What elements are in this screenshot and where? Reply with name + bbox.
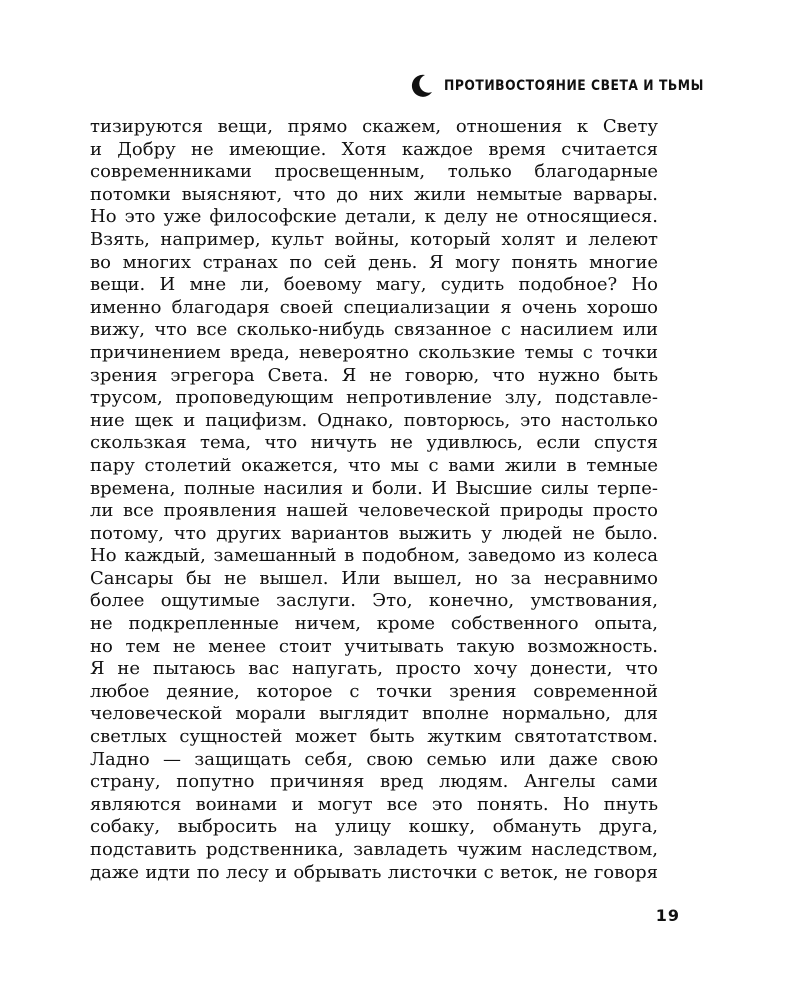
- text-line: ние щек и пацифизм. Однако, повторюсь, это настолько: [90, 409, 658, 431]
- text-line: являются воинами и могут все это понять. Но пнуть: [90, 793, 658, 815]
- text-line: причинением вреда, невероятно скользкие темы с точки: [90, 341, 658, 363]
- text-line: времена, полные насилия и боли. И Высшие силы терпе-: [90, 477, 658, 499]
- text-line: собаку, выбросить на улицу кошку, обмануть друга,: [90, 816, 658, 838]
- text-line: страну, попутно причиняя вред людям. Ангелы сами: [90, 771, 658, 793]
- running-header: [408, 72, 739, 100]
- text-line: не подкрепленные ничем, кроме собственного опыта,: [90, 613, 658, 635]
- text-line: Ладно — защищать себя, свою семью или даже свою: [90, 748, 658, 770]
- text-line: пару столетий окажется, что мы с вами жили в темные: [90, 454, 658, 476]
- text-line: Но это уже философские детали, к делу не относящиеся.: [90, 206, 658, 228]
- text-line: подставить родственника, завладеть чужим наследством,: [90, 839, 658, 860]
- text-line: потомки выясняют, что до них жили немытые варвары.: [90, 183, 658, 205]
- text-line: именно благодаря своей специализации я очень хорошо: [90, 296, 658, 318]
- text-line: скользкая тема, что ничуть не удивлюсь, если спустя: [90, 432, 658, 454]
- text-line: потому, что других вариантов выжить у людей не было.: [90, 522, 658, 544]
- text-line: современниками просвещенным, только благодарные: [90, 161, 658, 183]
- text-line: светлых сущностей может быть жутким святотатством.: [90, 726, 658, 748]
- text-line: трусом, проповедующим непротивление злу, подставле-: [90, 387, 658, 409]
- text-line: любое деяние, которое с точки зрения современной: [90, 680, 658, 702]
- text-line: более ощутимые заслуги. Это, конечно, умствования,: [90, 590, 658, 612]
- text-line: Сансары бы не вышел. Или вышел, но за несравнимо: [90, 567, 658, 589]
- text-line: человеческой морали выглядит вполне нормально, для: [90, 703, 658, 725]
- body-text: [90, 116, 658, 884]
- text-line: но тем не менее стоит учитывать такую возможность.: [90, 635, 658, 657]
- running-header-title: ПРОТИВОСТОЯНИЕ СВЕТА И ТЬМЫ: [444, 78, 704, 94]
- text-line: Но каждый, замешанный в подобном, заведомо из колеса: [90, 545, 658, 567]
- crescent-moon-icon: [408, 73, 434, 99]
- text-line: во многих странах по сей день. Я могу понять многие: [90, 251, 658, 273]
- text-line: даже идти по лесу и обрывать листочки с веток, не говоря: [90, 861, 658, 883]
- text-line: тизируются вещи, прямо скажем, отношения к Свету: [90, 116, 658, 137]
- text-line: Я не пытаюсь вас напугать, просто хочу донести, что: [90, 658, 658, 680]
- text-line: вижу, что все сколько-нибудь связанное с насилием или: [90, 319, 658, 341]
- text-line: и Добру не имеющие. Хотя каждое время считается: [90, 138, 658, 160]
- text-line: Взять, например, культ войны, который холят и лелеют: [90, 228, 658, 250]
- page-number: 19: [655, 906, 680, 925]
- text-line: ли все проявления нашей человеческой природы просто: [90, 500, 658, 522]
- text-line: вещи. И мне ли, боевому магу, судить подобное? Но: [90, 274, 658, 296]
- text-line: зрения эгрегора Света. Я не говорю, что нужно быть: [90, 364, 658, 386]
